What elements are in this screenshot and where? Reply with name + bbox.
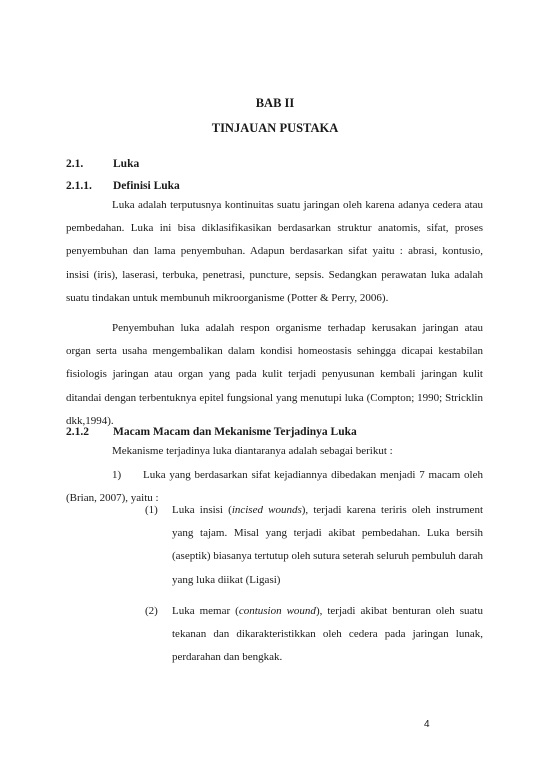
sub-item-term: contusion wound xyxy=(238,605,316,617)
section-number: 2.1.2 xyxy=(66,426,89,438)
section-title: Macam Macam dan Mekanisme Terjadinya Luka xyxy=(113,426,357,438)
paragraph-definition: Luka adalah terputusnya kontinuitas suatu jaringan oleh karena adanya cedera atau pembedahan. Luka ini bisa diklasifikasikan berdasarkan struktur anatomis, sifat, proses penyembuhan dan lama penyembuhan. Adapun berdasarkan sifat yaitu : abrasi, kontusio, insisi (iris), laserasi, terbuka, penetrasi, puncture, sepsis. Sedangkan perawatan luka adalah suatu tindakan untuk membunuh mikroorganisme (Potter & Perry, 2006). xyxy=(66,199,483,304)
paragraph-mechanism-intro: Mekanisme terjadinya luka diantaranya adalah sebagai berikut : xyxy=(112,445,393,457)
sub-item-number: (2) xyxy=(145,605,158,617)
sub-item-text-start: Luka insisi ( xyxy=(172,504,232,516)
section-number: 2.1. xyxy=(66,158,84,170)
section-title: Luka xyxy=(113,158,140,170)
sub-item-text-rest: ), terjadi karena teriris oleh instrument yang tajam. Misal yang terjadi akibat pembedahan. Luka bersih (aseptik) biasanya tertutup oleh sutura seterah seluruh pembuluh darah yang luka diikat (Ligasi) xyxy=(172,504,483,586)
list-item-number: 1) xyxy=(112,469,122,481)
chapter-title: TINJAUAN PUSTAKA xyxy=(211,121,339,135)
sub-item-contusion xyxy=(172,600,483,670)
list-item-text: Luka yang berdasarkan sifat kejadiannya dibedakan menjadi 7 macam oleh (Brian, 2007), yaitu : xyxy=(66,469,483,505)
sub-item-incised xyxy=(172,499,483,592)
section-number: 2.1.1. xyxy=(66,180,92,192)
chapter-label: BAB II xyxy=(255,96,295,110)
section-heading-2-1-2 xyxy=(66,426,357,438)
section-heading-2-1-1 xyxy=(66,180,180,192)
sub-item-text-rest: ), terjadi akibat benturan oleh suatu tekanan dan dikarakteristikkan oleh cedera pada jaringan lunak, perdarahan dan bengkak. xyxy=(172,605,483,664)
paragraph-healing: Penyembuhan luka adalah respon organisme terhadap kerusakan jaringan atau organ serta usaha mengembalikan dalam kondisi homeostasis sehingga dicapai kestabilan fisiologis jaringan atau organ yang pada kulit terjadi penyusunan kembali jaringan kulit ditandai dengan terbentuknya epitel fungsional yang menutupi luka (Compton; 1990; Stricklin dkk,1994). xyxy=(66,322,483,427)
sub-item-term: incised wounds xyxy=(231,504,302,516)
section-title: Definisi Luka xyxy=(113,180,180,192)
page-number: 4 xyxy=(424,719,430,730)
sub-item-number: (1) xyxy=(145,504,158,516)
section-heading-2-1 xyxy=(66,158,139,170)
sub-item-text-start: Luka memar ( xyxy=(172,605,239,617)
